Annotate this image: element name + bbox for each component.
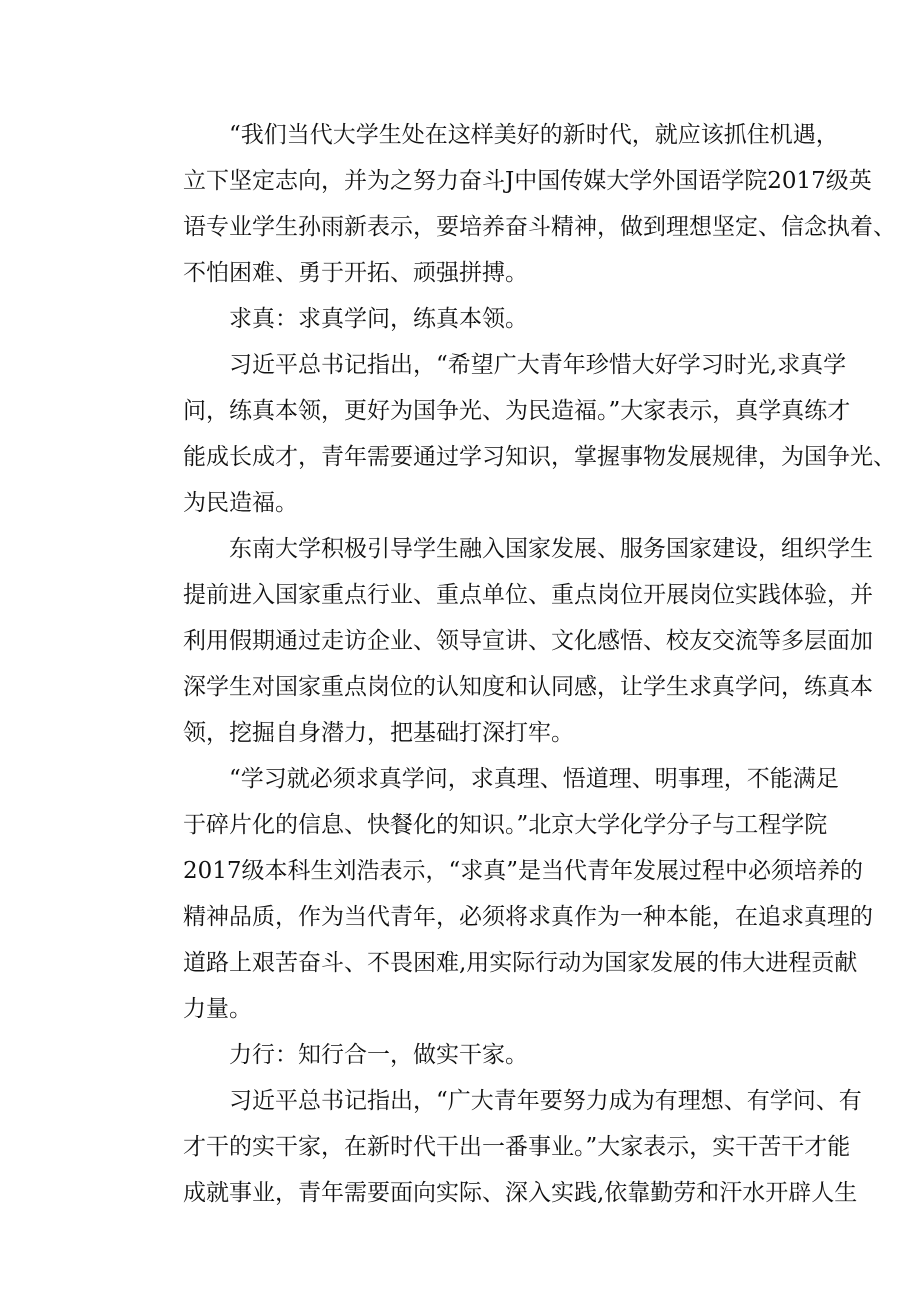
text-line: 成就事业，青年需要面向实际、深入实践,依靠勤劳和汗水开辟人生 (183, 1180, 858, 1206)
paragraph-6-heading-lixing (137, 1032, 793, 1078)
text-line: 提前进入国家重点行业、重点单位、重点岗位开展岗位实践体验，并 (183, 582, 873, 608)
text-line: 才干的实干家，在新时代干出一番事业。”大家表示，实干苦干才能 (183, 1134, 851, 1160)
text-line: 2017级本科生刘浩表示，“求真”是当代青年发展过程中必须培养的 (183, 858, 864, 884)
document-body (137, 112, 896, 1216)
paragraph-4 (137, 526, 873, 756)
text-line: 不怕困难、勇于开拓、顽强拼搏。 (183, 260, 528, 286)
text-line: 力行：知行合一，做实干家。 (229, 1042, 528, 1068)
text-line: 立下坚定志向，并为之努力奋斗J中国传媒大学外国语学院2017级英 (183, 168, 872, 194)
text-line: 力量。 (183, 996, 252, 1022)
text-line: 习近平总书记指出，“广大青年要努力成为有理想、有学问、有 (229, 1088, 862, 1114)
text-line: 习近平总书记指出，“希望广大青年珍惜大好学习时光,求真学 (229, 352, 847, 378)
paragraph-3 (137, 342, 896, 526)
paragraph-5 (137, 756, 873, 1032)
paragraph-7 (137, 1078, 862, 1216)
text-line: 深学生对国家重点岗位的认知度和认同感，让学生求真学问，练真本 (183, 674, 873, 700)
text-line: 精神品质，作为当代青年，必须将求真作为一种本能，在追求真理的 (183, 904, 873, 930)
text-line: 利用假期通过走访企业、领导宣讲、文化感悟、校友交流等多层面加 (183, 628, 873, 654)
paragraph-2-heading-qiuzhen (137, 296, 793, 342)
text-line: “我们当代大学生处在这样美好的新时代，就应该抓住机遇， (229, 122, 839, 148)
text-line: 语专业学生孙雨新表示，要培养奋斗精神，做到理想坚定、信念执着、 (183, 214, 896, 240)
text-line: 问，练真本领，更好为国争光、为民造福。”大家表示，真学真练才 (183, 398, 851, 424)
text-line: 道路上艰苦奋斗、不畏困难,用实际行动为国家发展的伟大进程贡献 (183, 950, 858, 976)
paragraph-1 (137, 112, 896, 296)
text-line: 东南大学积极引导学生融入国家发展、服务国家建设，组织学生 (229, 536, 873, 562)
text-line: “学习就必须求真学问，求真理、悟道理、明事理，不能满足 (229, 766, 839, 792)
text-line: 为民造福。 (183, 490, 298, 516)
text-line: 求真：求真学问，练真本领。 (229, 306, 528, 332)
text-line: 能成长成才，青年需要通过学习知识，掌握事物发展规律，为国争光、 (183, 444, 896, 470)
text-line: 于碎片化的信息、快餐化的知识。”北京大学化学分子与工程学院 (183, 812, 828, 838)
text-line: 领，挖掘自身潜力，把基础打深打牢。 (183, 720, 574, 746)
